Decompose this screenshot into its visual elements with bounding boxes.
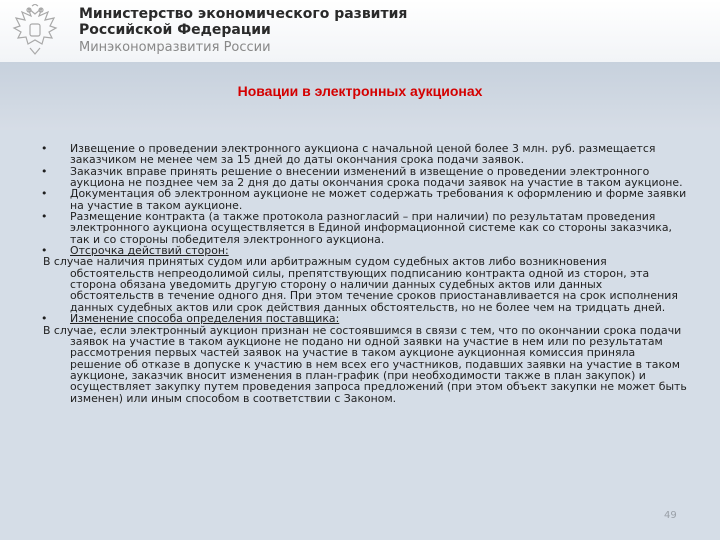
list-item bbox=[41, 244, 687, 258]
bullet: • bbox=[41, 244, 48, 258]
slide-content bbox=[41, 142, 687, 405]
section-heading-deferral: Отсрочка действий сторон: bbox=[70, 244, 229, 258]
bullet: • bbox=[41, 187, 48, 201]
list-item bbox=[41, 187, 687, 212]
bullet: • bbox=[41, 312, 48, 326]
item-text: Извещение о проведении электронного аукциона с начальной ценой более 3 млн. руб. размещается заказчиком не менее чем за 15 дней до даты окончания срока подачи заявок. bbox=[70, 142, 656, 167]
org-short-name: Минэкономразвития России bbox=[79, 40, 271, 55]
list-item bbox=[41, 312, 687, 326]
item-text: Размещение контракта (а также протокола разногласий – при наличии) по результатам проведения электронного аукциона осуществляется в Единой информационной системе как со стороны заказчика, так и со стороны победителя электронного аукциона. bbox=[70, 210, 672, 246]
org-name-line2: Российской Федерации bbox=[79, 22, 271, 38]
list-item bbox=[41, 210, 687, 246]
paragraph-method-change: В случае, если электронный аукцион признан не состоявшимся в связи с тем, что по окончании срока подачи заявок на участие в таком аукционе не подано ни одной заявки на участие в нем или по результатам рассмотрения первых частей заявок на участие в таком аукционе аукционная комиссия приняла решение об отказе в допуске к участию в нем всех его участников, подавших заявки на участие в таком аукционе, заказчик вносит изменения в план-график (при необходимости также в план закупок) и осуществляет закупку путем проведения запроса предложений (при этом объект закупки не может быть изменен) или иным способом в соответствии с Законом. bbox=[43, 323, 687, 405]
org-name-line1: Министерство экономического развития bbox=[79, 6, 408, 22]
item-text: Документация об электронном аукционе не может содержать требования к оформлению и форме заявки на участие в таком аукционе. bbox=[70, 187, 687, 212]
bullet: • bbox=[41, 210, 48, 224]
header-bar bbox=[0, 0, 720, 62]
list-item bbox=[41, 164, 687, 190]
slide-title: Новации в электронных аукционах bbox=[237, 83, 483, 99]
section-heading-method-change: Изменение способа определения поставщика: bbox=[70, 312, 340, 326]
bullet: • bbox=[41, 142, 48, 155]
page-number: 49 bbox=[664, 510, 677, 521]
russian-coat-of-arms-icon bbox=[10, 4, 60, 58]
item-text: Заказчик вправе принять решение о внесении изменений в извещение о проведении электронного аукциона не позднее чем за 2 дня до даты окончания срока подачи заявок на участие в таком аукционе. bbox=[70, 164, 683, 190]
list-item bbox=[41, 142, 687, 167]
paragraph-deferral: В случае наличия принятых судом или арбитражным судом судебных актов либо возникновения обстоятельств непреодолимой силы, препятствующих подписанию контракта одной из сторон, эта сторона обязана уведомить другую сторону о наличии данных судебных актов или данных обстоятельств в течение одного дня. При этом течение сроков приостанавливается на срок исполнения данных судебных актов или срок действия данных обстоятельств, но не более чем на тридцать дней. bbox=[43, 255, 678, 314]
bullet: • bbox=[41, 164, 48, 178]
